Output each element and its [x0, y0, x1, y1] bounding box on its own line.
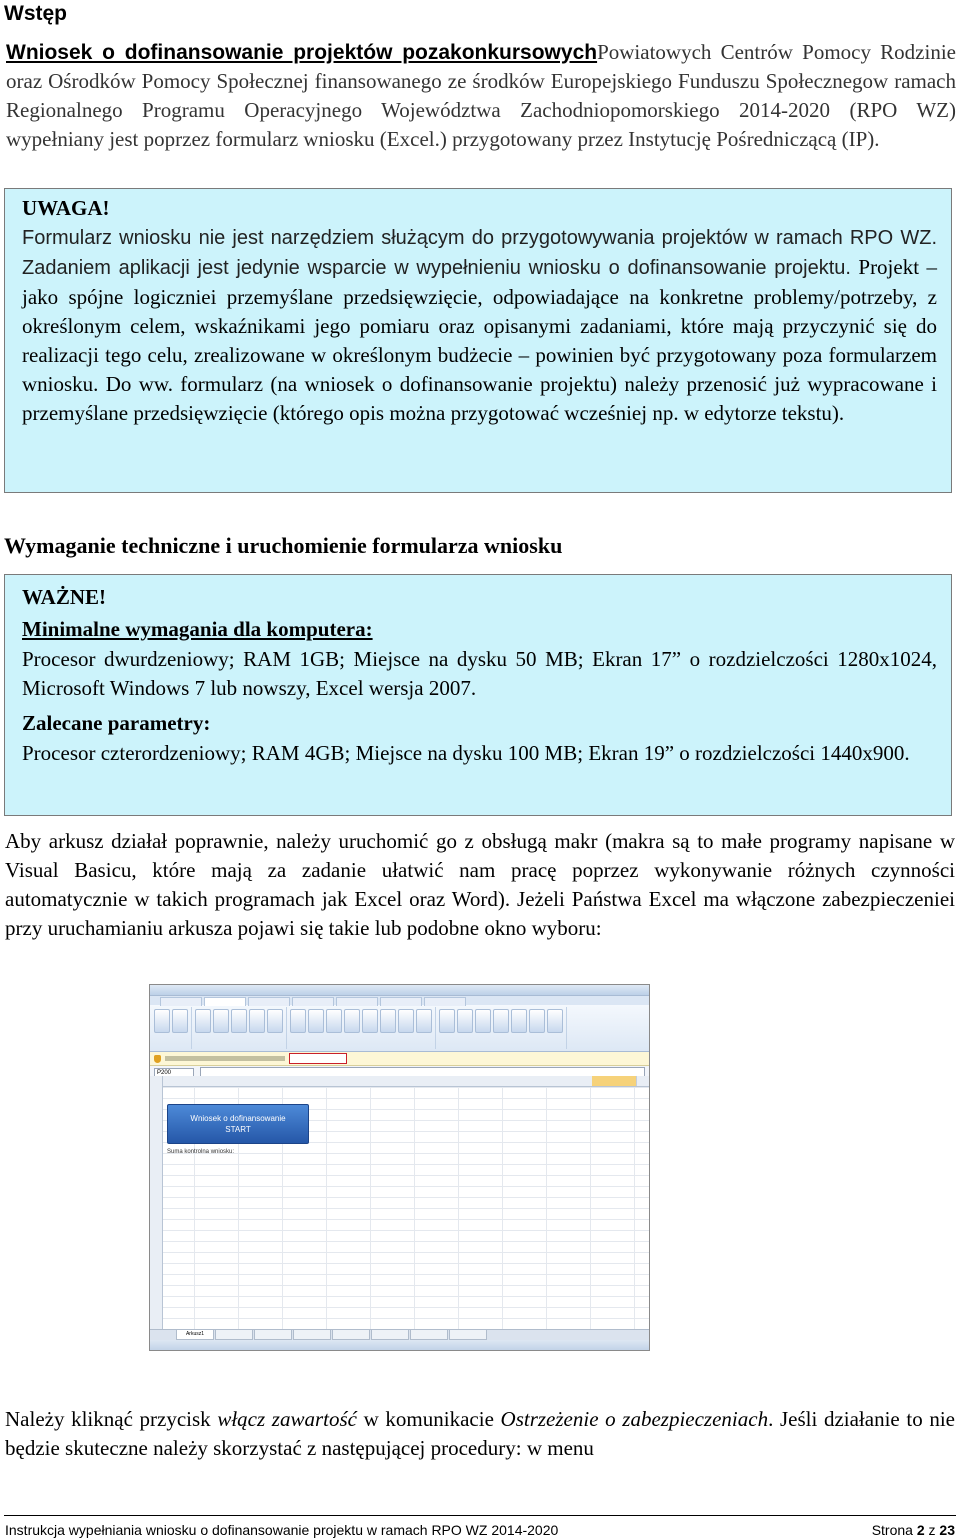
warning-box [4, 188, 952, 493]
ribbon-group [290, 1007, 436, 1049]
warning-label: UWAGA! [22, 196, 110, 220]
intro-paragraph [6, 38, 956, 154]
warning-text-serif: Projekt – jako spójne logiczniei przemyślane przedsięwzięcie, odpowiadające na konkretne problemy/potrzeby, z określonym celem, wskaźnikami jego pomiaru oraz opisanymi zadaniami, które mają przyczynić się do realizacji tego celu, zrealizowane w określonym budżecie – powinien być przygotowany poza formularzem wniosku. Do ww. formularz (na wniosek o dofinansowanie projektu) należy przenosić już wypracowane i przemyślane przedsięwzięcie (którego opis można przygotować wcześniej np. w edytorze tekstu). [22, 255, 937, 425]
ribbon-tab-active [204, 997, 246, 1006]
security-warning-bar [150, 1052, 649, 1066]
sheet-tab [254, 1330, 292, 1340]
macro-paragraph: Aby arkusz działał poprawnie, należy uruchomić go z obsługą makr (makra są to małe programy napisane w Visual Basicu, które mają za zadanie ułatwić nam pracę poprzez wykonywanie różnych czynności automatycznie w takich programach jak Excel oraz Word). Jeżeli Państwa Excel ma włączone zabezpieczeniei przy uruchamianiu arkusza pojawi się takie lub podobne okno wyboru: [5, 829, 955, 940]
sheet-tab [371, 1330, 409, 1340]
page-total: 23 [939, 1522, 955, 1538]
column-header-row [150, 1076, 649, 1087]
name-box: P200 [154, 1068, 194, 1077]
options-button [289, 1053, 347, 1064]
recommended-text: Procesor czterordzeniowy; RAM 4GB; Miejsce na dysku 100 MB; Ekran 19” o rozdzielczości 1440x900. [22, 741, 910, 765]
ribbon-tab [248, 997, 290, 1006]
column-header-highlight [592, 1076, 637, 1086]
intro-title: Wniosek o dofinansowanie projektów pozakonkursowych [6, 41, 598, 64]
instruction-part1: Należy kliknąć przycisk [5, 1407, 218, 1431]
row-header-column [150, 1076, 163, 1329]
ribbon-tab [336, 997, 378, 1006]
minimal-requirements-text: Procesor dwurdzeniowy; RAM 1GB; Miejsce na dysku 50 MB; Ekran 17” o rozdzielczości 1280x1024, Microsoft Windows 7 lub nowszy, Excel wersja 2007. [22, 647, 937, 700]
excel-titlebar [150, 985, 649, 996]
sheet-tabs [150, 1329, 649, 1340]
warning-text [22, 223, 937, 428]
section-heading-technical: Wymaganie techniczne i uruchomienie formularza wniosku [4, 533, 563, 558]
security-warning-text [165, 1056, 285, 1061]
start-button [167, 1104, 309, 1144]
sheet-tab [410, 1330, 448, 1340]
shield-icon [154, 1055, 161, 1063]
security-warning-dialog-name: Ostrzeżenie o zabezpieczeniach [500, 1407, 769, 1431]
important-label: WAŻNE! [22, 585, 107, 609]
instruction-part3: . Jeśli działanie to nie będzie skuteczne należy skorzystać z następującej procedury: w menu [5, 1407, 955, 1460]
checksum-label: Suma kontrolna wniosku: [167, 1149, 235, 1155]
page-label: Strona [871, 1522, 917, 1538]
ribbon-tab [380, 997, 422, 1006]
sheet-tab [215, 1330, 253, 1340]
start-button-line1: Wniosek o dofinansowanie [190, 1114, 286, 1123]
ribbon-group [154, 1007, 192, 1049]
sheet-tab [449, 1330, 487, 1340]
ribbon-group [439, 1007, 567, 1049]
footer-divider [4, 1515, 956, 1516]
instruction-paragraph [5, 1405, 955, 1463]
enable-content-button-name: włącz zawartość [217, 1407, 357, 1431]
excel-ribbon [150, 1005, 649, 1052]
start-button-line2: START [225, 1125, 251, 1134]
instruction-part2: w komunikacie [356, 1407, 501, 1431]
section-heading-intro: Wstęp [4, 2, 67, 25]
sheet-tab [332, 1330, 370, 1340]
ribbon-tab [424, 997, 466, 1006]
excel-status-bar [150, 1340, 649, 1350]
footer-page-number [872, 1522, 955, 1538]
warning-text-sans: Formularz wniosku nie jest narzędziem służącym do przygotowywania projektów w ramach RPO WZ. Zadaniem aplikacji jest jedynie wsparcie w wypełnieniu wniosku o dofinansowanie projektu. [22, 227, 937, 279]
requirements-box [4, 574, 952, 816]
intro-text: Powiatowych Centrów Pomocy Rodzinie oraz Ośrodków Pomocy Społecznej finansowanego ze środków Europejskiego Funduszu Społecznegow ramach Regionalnego Programu Operacyjnego Województwa Zachodniopomorskiego 2014-2020 (RPO WZ) wypełniany jest poprzez formularz wniosku (Excel.) przygotowany przez Instytucję Pośredniczącą (IP). [6, 40, 956, 151]
page-separator: z [924, 1522, 940, 1538]
excel-screenshot [149, 984, 650, 1351]
sheet-tab [293, 1330, 331, 1340]
excel-ribbon-tabs [150, 996, 649, 1005]
page-current: 2 [916, 1522, 925, 1538]
sheet-tab-active: Arkusz1 [176, 1330, 214, 1340]
ribbon-tab [160, 997, 202, 1006]
recommended-label: Zalecane parametry: [22, 711, 211, 735]
minimal-requirements-label: Minimalne wymagania dla komputera: [22, 617, 373, 641]
ribbon-tab [292, 997, 334, 1006]
ribbon-group [195, 1007, 287, 1049]
footer-document-title: Instrukcja wypełniania wniosku o dofinansowanie projektu w ramach RPO WZ 2014-2020 [5, 1522, 559, 1538]
